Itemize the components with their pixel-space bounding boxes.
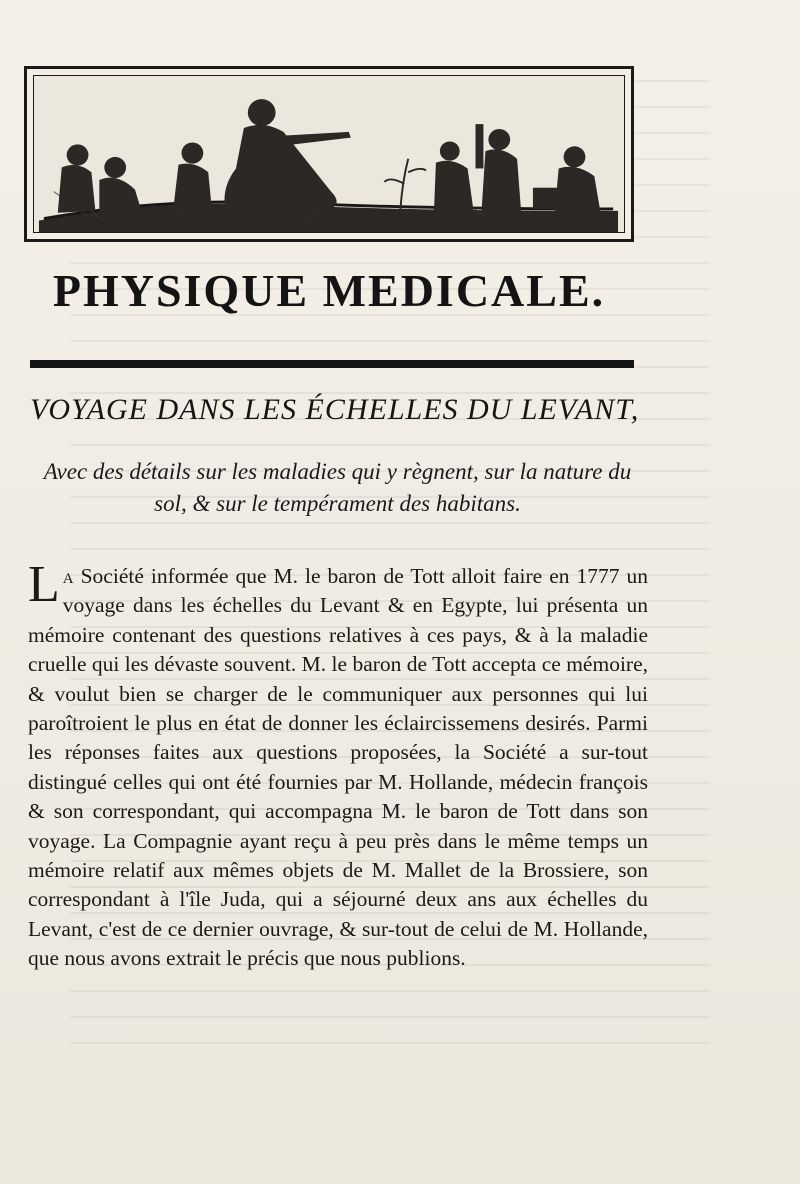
body-text	[28, 556, 648, 974]
lead-letter: a	[62, 564, 74, 588]
body-paragraph: Société informée que M. le baron de Tott alloit faire en 1777 un voyage dans les échelles du Levant & en Egypte, lui présenta un mémoire contenant des questions relatives à ces pays, & à la maladie cruelle qui les dévaste souvent. M. le baron de Tott accepta ce mémoire, & voulut bien se charger de le communiquer aux personnes qui lui paroîtroient le plus en état de donner les éclaircissemens desirés. Parmi les réponses faites aux questions proposées, la Société a sur-tout distingué celles qui ont été fournies par M. Hollande, médecin françois & son correspondant, qui accompagna M. le baron de Tott dans son voyage. La Compagnie ayant reçu à peu près dans le même temps un mémoire relatif aux mêmes objets de M. Mallet de la Brossiere, son correspondant à l'île Juda, qui a séjourné deux ans aux échelles du Levant, c'est de ce dernier ouvrage, & sur-tout de celui de M. Hollande, que nous avons extrait le précis que nous publions.	[28, 564, 648, 971]
article-subheading: Avec des détails sur les maladies qui y règnent, sur la nature du sol, & sur le tempérament des habitans.	[43, 459, 632, 516]
allegorical-scene-illustration	[34, 76, 624, 232]
title-rule	[30, 360, 634, 368]
drop-cap: L	[28, 556, 60, 613]
engraved-vignette	[24, 66, 634, 242]
article-heading: VOYAGE DANS LES ÉCHELLES DU LEVANT,	[30, 393, 640, 426]
page-title: PHYSIQUE MEDICALE.	[52, 265, 606, 316]
